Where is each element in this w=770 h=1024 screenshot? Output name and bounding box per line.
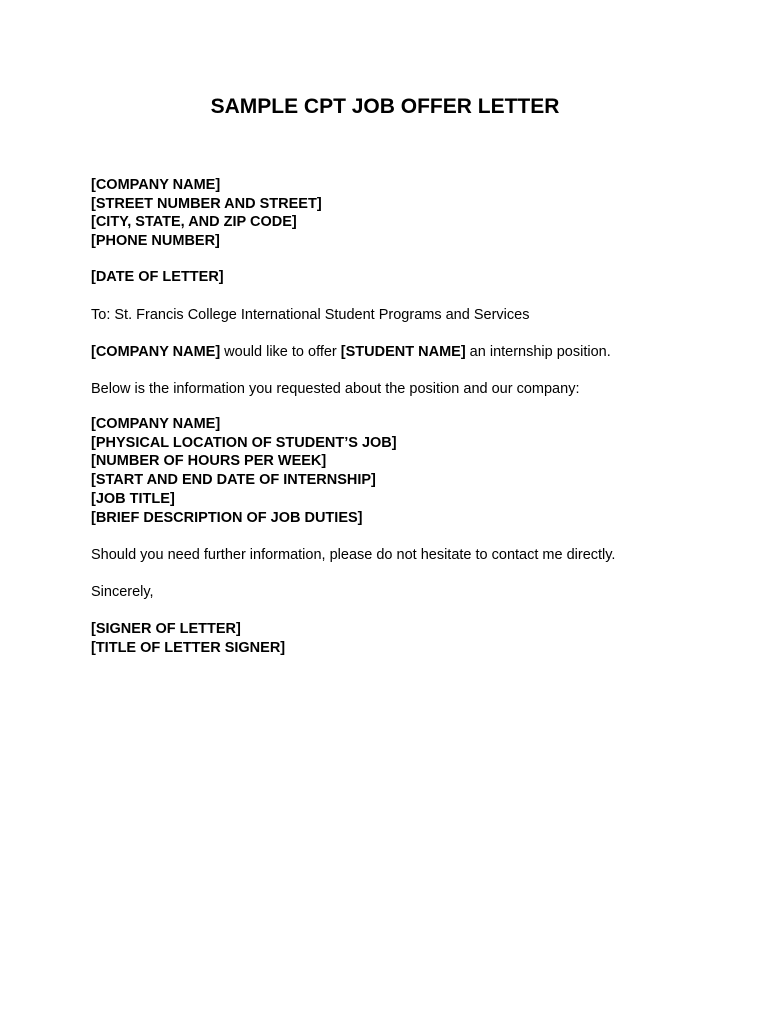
recipient-line: To: St. Francis College International Student Programs and Services: [91, 307, 530, 323]
offer-sentence: [91, 343, 611, 362]
closing-salutation: Sincerely,: [91, 584, 154, 600]
offer-company-name: [COMPANY NAME]: [91, 344, 221, 360]
page-title: SAMPLE CPT JOB OFFER LETTER: [210, 95, 560, 118]
offer-end-text: an internship position.: [465, 344, 611, 360]
sender-address: [91, 176, 322, 251]
sender-street: [STREET NUMBER AND STREET]: [91, 195, 322, 212]
sender-city-state-zip: [CITY, STATE, AND ZIP CODE]: [91, 214, 297, 231]
sender-company-name: [COMPANY NAME]: [91, 177, 221, 193]
detail-job-title: [JOB TITLE]: [91, 490, 175, 507]
detail-internship-dates: [START AND END DATE OF INTERNSHIP]: [91, 472, 376, 489]
intro-sentence: Below is the information you requested about the position and our company:: [91, 381, 580, 397]
detail-job-location: [PHYSICAL LOCATION OF STUDENT’S JOB]: [91, 434, 397, 451]
offer-student-name: [STUDENT NAME]: [340, 344, 466, 360]
letter-date: [DATE OF LETTER]: [91, 269, 224, 285]
detail-company-name: [COMPANY NAME]: [91, 416, 221, 432]
position-details: [91, 415, 397, 527]
contact-sentence: Should you need further information, please do not hesitate to contact me directly.: [91, 547, 616, 563]
sender-phone: [PHONE NUMBER]: [91, 233, 220, 250]
detail-job-duties: [BRIEF DESCRIPTION OF JOB DUTIES]: [91, 509, 363, 526]
signature-block: [91, 620, 285, 657]
signer-name: [SIGNER OF LETTER]: [91, 621, 241, 637]
offer-middle-text: would like to offer: [220, 344, 341, 360]
detail-hours-per-week: [NUMBER OF HOURS PER WEEK]: [91, 453, 327, 470]
signer-title: [TITLE OF LETTER SIGNER]: [91, 639, 286, 656]
